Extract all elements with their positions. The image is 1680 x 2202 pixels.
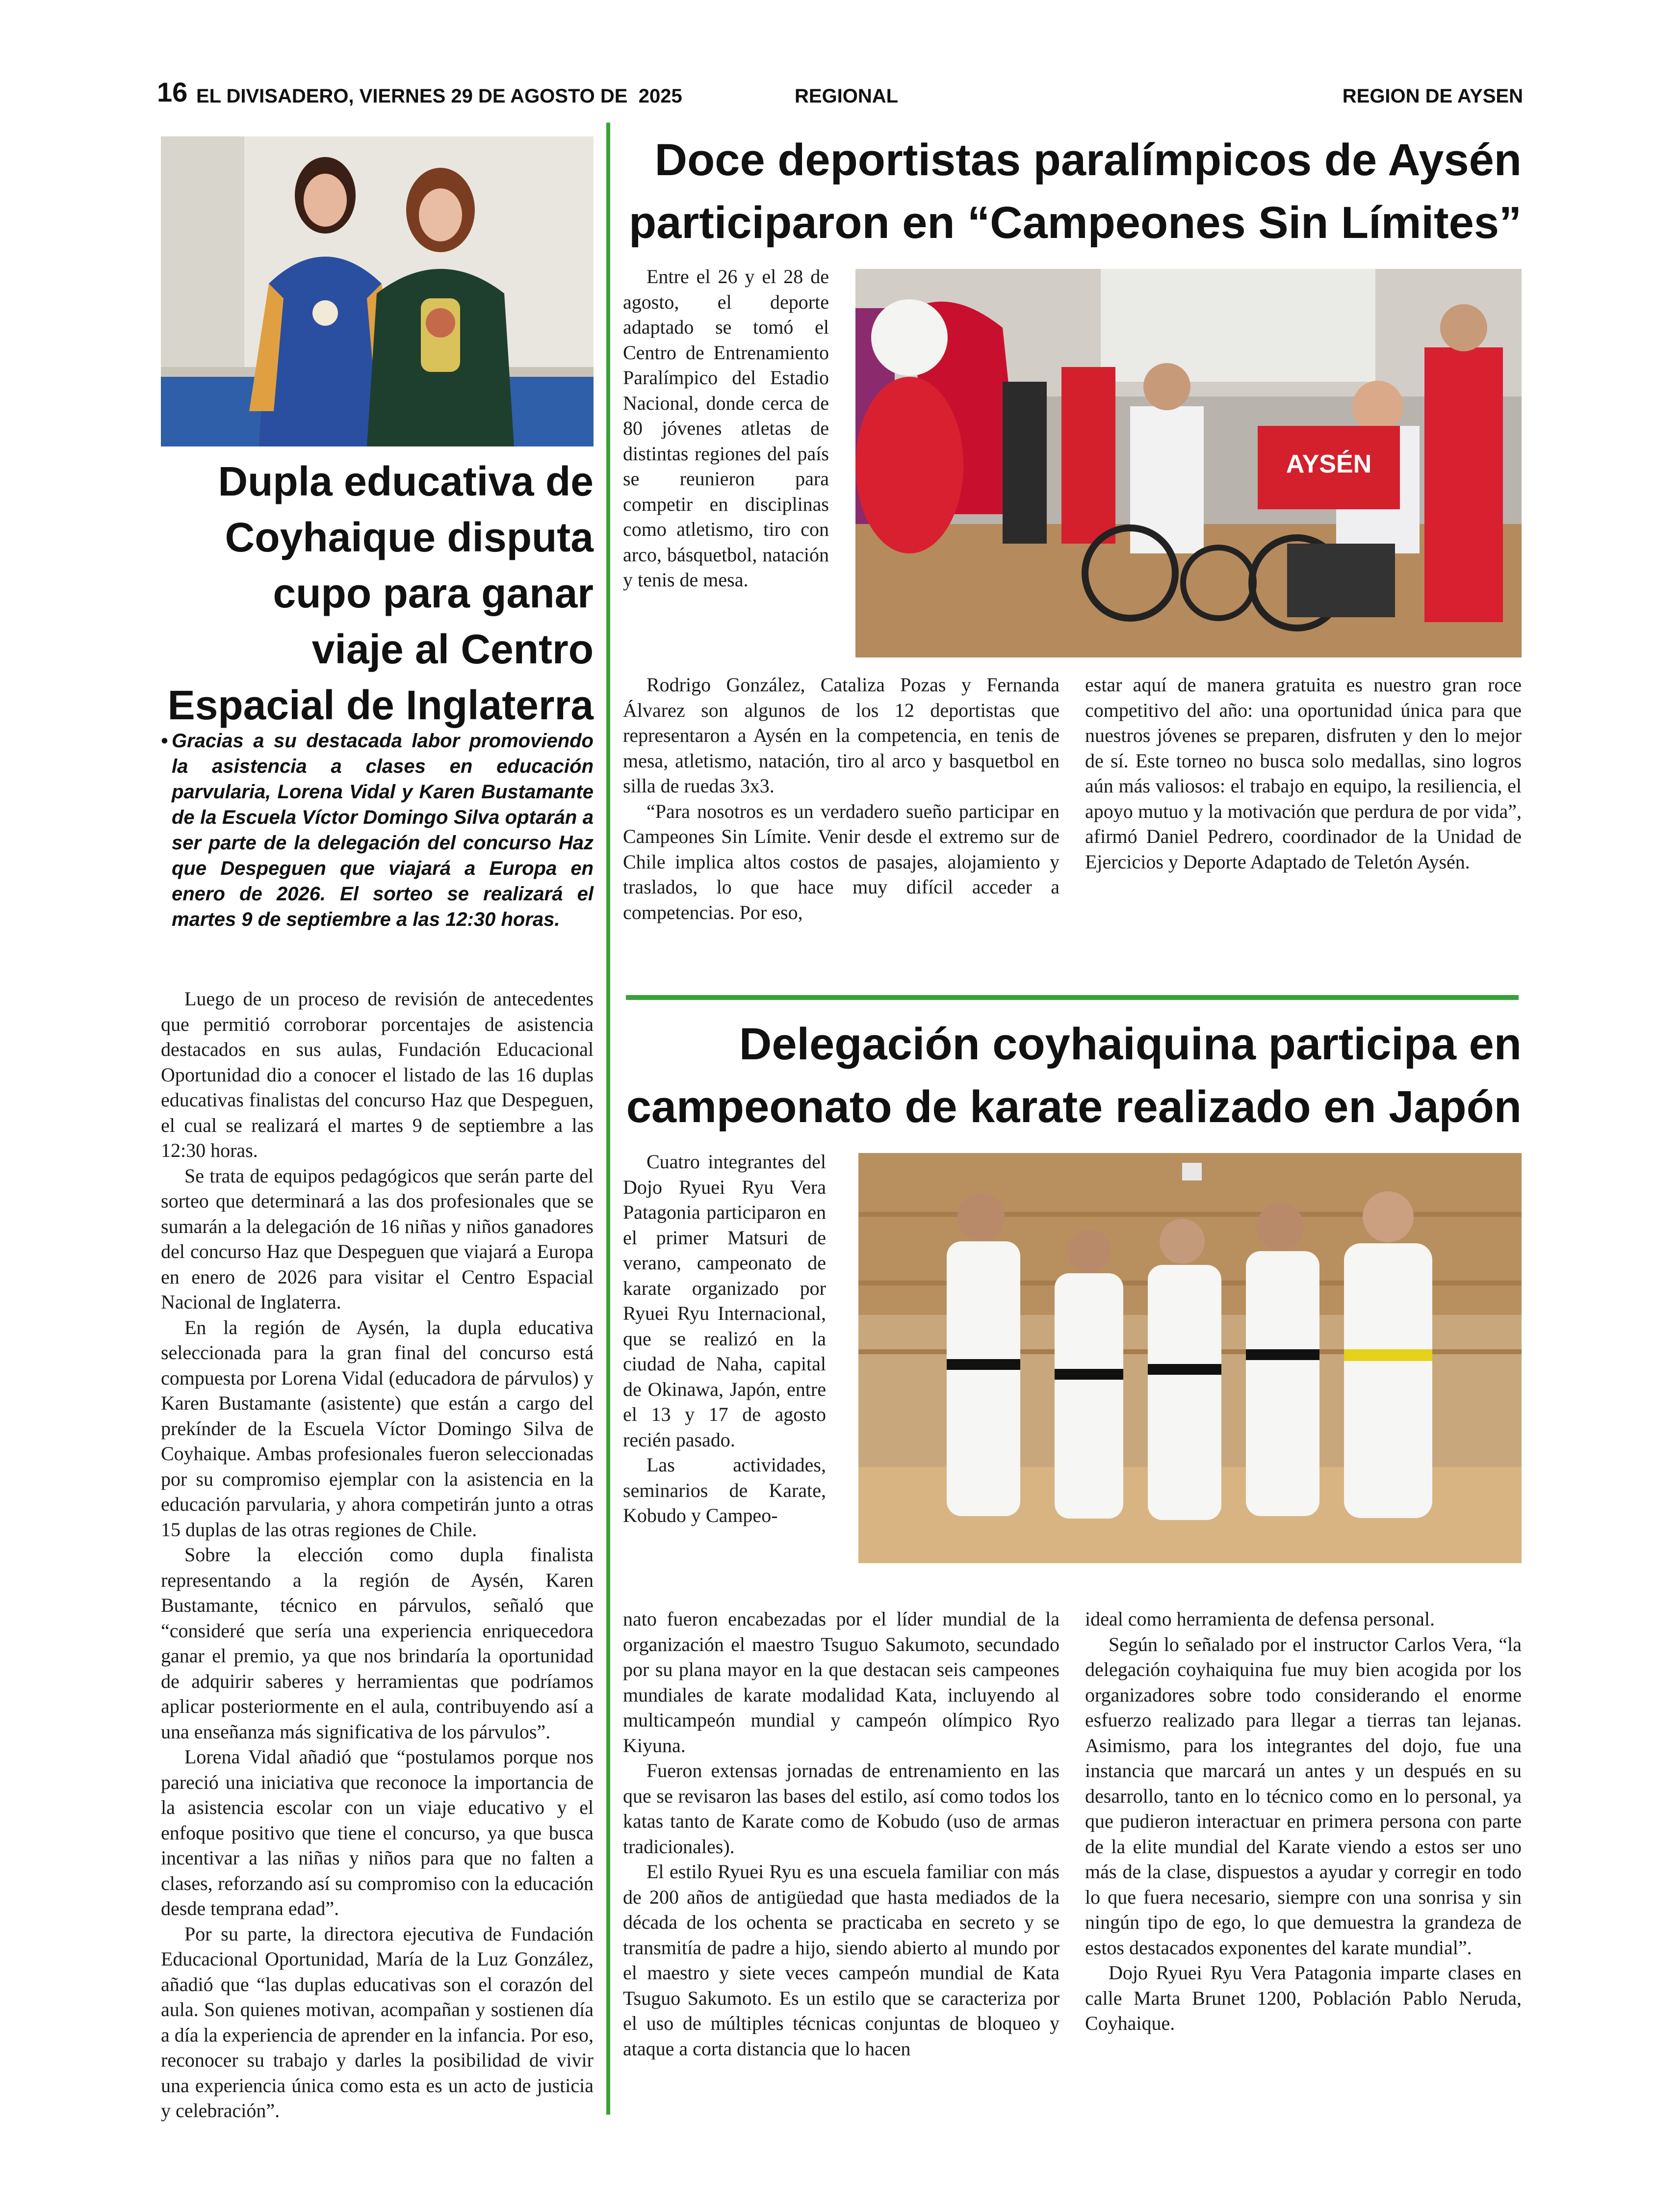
- headline-line: participaron en “Campeones Sin Límites”: [629, 198, 1522, 248]
- headline-line: Delegación coyhaiquina participa en: [739, 1019, 1522, 1069]
- left-body: [161, 986, 594, 2123]
- paragraph: Luego de un proceso de revisión de antecedentes que permitió corroborar porcentajes de asistencia destacados en sus aulas, Fundación Educacional Oportunidad dio a conocer el listado de las 16 duplas educativas finalistas del concurso Haz que Despeguen, el cual se realizará el martes 9 de septiembre a las 12:30 horas.: [161, 988, 594, 1161]
- column-divider: [606, 123, 610, 2115]
- paragraph: ideal como herramienta de defensa personal.: [1085, 1608, 1435, 1630]
- paper-date: EL DIVISADERO, VIERNES 29 DE AGOSTO DE 2025: [196, 85, 682, 107]
- aysen-sign-text: AYSÉN: [1286, 450, 1372, 478]
- headline-line: Coyhaique disputa: [225, 514, 594, 560]
- headline-line: Doce deportistas paralímpicos de Aysén: [654, 135, 1522, 185]
- paragraph: nato fueron encabezadas por el líder mundial de la organización el maestro Tsuguo Sakumoto, secundado por su plana mayor en la que destacan seis campeones mundiales de karate modalidad Kata, incluyendo al multicampeón mundial y campeón olímpico Ryo Kiyuna.: [623, 1608, 1060, 1756]
- left-headline: [161, 453, 594, 733]
- bottom-col-b: [623, 1606, 1060, 2061]
- top-col-b: [623, 672, 1060, 925]
- paragraph: En la región de Aysén, la dupla educativa seleccionada para la gran final del concurso está compuesta por Lorena Vidal (educadora de párvulos) y Karen Bustamante (asistente) que están a cargo del prekínder de la Escuela Víctor Domingo Silva de Coyhaique. Ambas profesionales fueron seleccionadas por su compromiso ejemplar con la asistencia en la educación parvularia, y ahora competirán junto a otras 15 duplas de las otras regiones de Chile.: [161, 1316, 594, 1541]
- top-headline: [623, 129, 1522, 254]
- paragraph: Cuatro integrantes del Dojo Ryuei Ryu Vera Patagonia participaron en el primer Matsuri de verano, campeonato de karate organizado por Ryuei Ryu Internacional, que se realizó en la ciudad de Naha, capital de Okinawa, Japón, entre el 13 y 17 de agosto recién pasado.: [623, 1151, 826, 1451]
- paragraph: Se trata de equipos pedagógicos que serán parte del sorteo que determinará a las dos profesionales que se sumarán a la delegación de 16 niñas y niños ganadores del concurso Haz que Despeguen que viajará a Europa en enero de 2026 para visitar el Centro Espacial Nacional de Inglaterra.: [161, 1164, 594, 1313]
- paragraph: El estilo Ryuei Ryu es una escuela familiar con más de 200 años de antigüedad que hasta mediados de la década de los ochenta se practicaba en secreto y se transmitía de padre a hijo, siendo abierto al mundo por el maestro y siete veces campeón mundial de Kata Tsuguo Sakumoto. Es un estilo que se caracteriza por el uso de múltiples técnicas conjuntas de bloqueo y ataque a corta distancia que lo hacen: [623, 1861, 1060, 2060]
- bullet-mark: •: [161, 730, 168, 752]
- headline-line: Dupla educativa de: [218, 458, 594, 504]
- paragraph: Dojo Ryuei Ryu Vera Patagonia imparte clases en calle Marta Brunet 1200, Población Pablo Neruda, Coyhaique.: [1085, 1962, 1522, 2034]
- paragraph: Entre el 26 y el 28 de agosto, el deporte adaptado se tomó el Centro de Entrenamiento Paralímpico del Estadio Nacional, donde cerca de 80 jóvenes atletas de distintas regiones del país se reunieron para competir en disciplinas como atletismo, tiro con arco, básquetbol, natación y tenis de mesa.: [623, 265, 829, 591]
- top-col-a: [623, 264, 829, 593]
- headline-line: Espacial de Inglaterra: [167, 682, 594, 728]
- region-label: REGION DE AYSEN: [1342, 85, 1523, 107]
- headline-line: viaje al Centro: [311, 626, 594, 672]
- top-col-c: [1085, 672, 1522, 874]
- paragraph: estar aquí de manera gratuita es nuestro gran roce competitivo del año: una oportunidad única para que nuestros jóvenes se preparen, disfruten y den lo mejor de sí. Este torneo no busca solo medallas, sino logros aún más valiosos: el trabajo en equipo, la resiliencia, el apoyo mutuo y la motivación que perdura de por vida”, afirmó Daniel Pedrero, coordinador de la Unidad de Ejercicios y Deporte Adaptado de Teletón Aysén.: [1085, 674, 1522, 873]
- section-label: REGIONAL: [795, 85, 899, 107]
- left-lead: [161, 728, 594, 932]
- section-divider: [626, 995, 1519, 1000]
- headline-line: cupo para ganar: [273, 570, 594, 616]
- paragraph: Lorena Vidal añadió que “postulamos porque nos pareció una iniciativa que reconoce la importancia de la asistencia escolar con un viaje educativo y el enfoque positivo que tiene el concurso, ya que busca incentivar a las niñas y niños para que no falten a clases, reforzando así su compromiso con la educación desde temprana edad”.: [161, 1746, 594, 1919]
- bottom-col-a: [623, 1149, 826, 1528]
- paragraph: “Para nosotros es un verdadero sueño participar en Campeones Sin Límite. Venir desde el extremo sur de Chile implica altos costos de pasajes, alojamiento y traslados, lo que hace muy difícil acceder a competencias. Por eso,: [623, 800, 1060, 923]
- paragraph: Fueron extensas jornadas de entrenamiento en las que se revisaron las bases del estilo, así como todos los katas tanto de Karate como de Kobudo (uso de armas tradicionales).: [623, 1759, 1060, 1858]
- paragraph: Rodrigo González, Cataliza Pozas y Fernanda Álvarez son algunos de los 12 deportistas que representaron a Aysén en la competencia, en tenis de mesa, atletismo, natación, tiro al arco y basquetbol en silla de ruedas 3x3.: [623, 674, 1060, 797]
- paralympic-photo: [855, 269, 1522, 657]
- paragraph: Según lo señalado por el instructor Carlos Vera, “la delegación coyhaiquina fue muy bien acogida por los organizadores sobre todo considerando el enorme esfuerzo realizado para llegar a tierras tan lejanas. Asimismo, para los integrantes del dojo, fue una instancia que marcará un antes y un después en su desarrollo, tanto en lo técnico como en lo personal, ya que pudieron interactuar en primera persona con parte de la elite mundial del Karate viendo a estos ser uno más de la clase, dispuestos a ayudar y corregir en todo lo que fuera necesario, siempre con una sonrisa y sin ningún tipo de ego, lo que demuestra la grandeza de estos destacados exponentes del karate mundial”.: [1085, 1633, 1522, 1959]
- paragraph: Por su parte, la directora ejecutiva de Fundación Educacional Oportunidad, María de la Luz González, añadió que “las duplas educativas son el corazón del aula. Son quienes motivan, acompañan y sostienen día a día la experiencia de aprender en la infancia. Por eso, reconocer su trabajo y darles la posibilidad de vivir una experiencia única como esta es un acto de justicia y celebración”.: [161, 1922, 594, 2122]
- bottom-col-c: [1085, 1606, 1522, 2036]
- lead-text: Gracias a su destacada labor promoviendo la asistencia a clases en educación parvularia, Lorena Vidal y Karen Bustamante de la Escuela Víctor Domingo Silva optarán a ser parte de la delegación del concurso Haz que Despeguen que viajará a Europa en enero de 2026. El sorteo se realizará el martes 9 de septiembre a las 12:30 horas.: [172, 730, 594, 930]
- teachers-photo: [161, 136, 594, 446]
- paragraph: Las actividades, seminarios de Karate, Kobudo y Campeo-: [623, 1454, 826, 1526]
- page-number: 16: [157, 77, 188, 107]
- paragraph: Sobre la elección como dupla finalista representando a la región de Aysén, Karen Bustamante, técnico en párvulos, señaló que “consideré que sería una experiencia enriquecedora ganar el premio, ya que nos brindaría la oportunidad de adquirir saberes y herramientas que podríamos aplicar posteriormente en el aula, contribuyendo así a una enseñanza más significativa de los párvulos”.: [161, 1544, 594, 1743]
- page-header: [157, 77, 1523, 111]
- headline-line: campeonato de karate realizado en Japón: [626, 1082, 1522, 1132]
- karate-photo: [858, 1153, 1522, 1563]
- bottom-headline: [623, 1013, 1522, 1138]
